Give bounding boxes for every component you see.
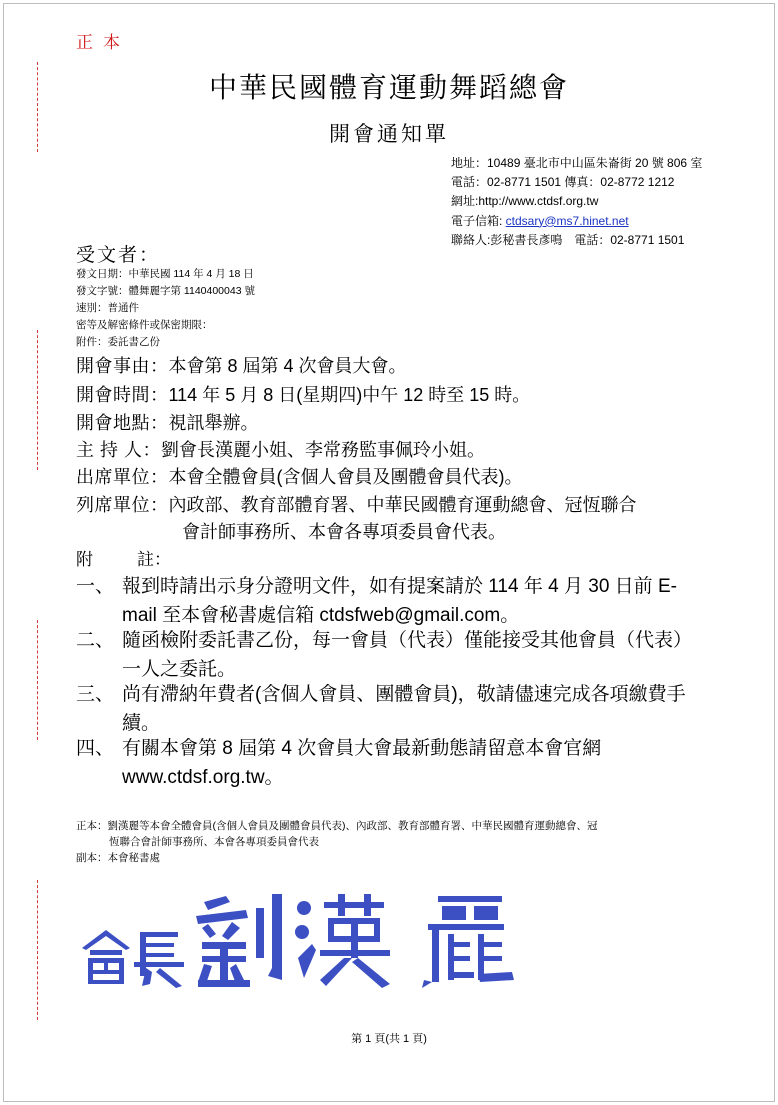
- note-text-line2: www.ctdsf.org.tw。: [122, 766, 284, 788]
- note-number: 二、: [76, 630, 115, 651]
- time-value: 114 年 5 月 8 日(星期四)中午 12 時至 15 時。: [168, 385, 531, 405]
- chair-label: 主 持 人：: [76, 440, 162, 460]
- attendees: [76, 463, 523, 489]
- issue-date: 發文日期：中華民國 114 年 4 月 18 日: [76, 268, 254, 280]
- meeting-chair: [76, 436, 485, 462]
- address: 地址：10489 臺北市中山區朱崙街 20 號 806 室: [451, 156, 703, 170]
- distribution-original-line1: 正本：劉漢麗等本會全體會員(含個人會員及團體會員代表)、內政部、教育部體育署、中華民國體育運動總會、冠: [76, 820, 598, 832]
- chair-value: 劉會長漢麗小姐、李常務監事佩玲小姐。: [161, 440, 486, 460]
- security-level: 密等及解密條件或保密期限：: [76, 319, 213, 331]
- meta-block: [76, 266, 255, 351]
- notes-heading-left: 附: [76, 550, 93, 569]
- note-text-line1: 隨函檢附委託書乙份，每一會員（代表）僅能接受其他會員（代表）: [122, 630, 693, 651]
- note-number: 一、: [76, 576, 115, 597]
- reason-value: 本會第 8 屆第 4 次會員大會。: [168, 356, 407, 376]
- email-row: [451, 212, 702, 231]
- distribution-block: [76, 818, 598, 866]
- original-copy-mark: 正本: [76, 33, 130, 53]
- meeting-time: [76, 381, 530, 407]
- observers-value-line1: 內政部、教育部體育署、中華民國體育運動總會、冠恆聯合: [168, 495, 637, 515]
- distribution-original-line2: 恆聯合會計師事務所、本會各專項委員會代表: [109, 836, 319, 848]
- reason-label: 開會事由：: [76, 356, 169, 376]
- president-seal-stamp: [76, 888, 536, 993]
- page-number: 第 1 頁(共 1 頁): [351, 1033, 427, 1045]
- email-link[interactable]: ctdsary@ms7.hinet.net: [505, 213, 629, 228]
- phone-fax: 電話：02-8771 1501 傳真：02-8772 1212: [451, 175, 675, 190]
- seal-glyph: [422, 896, 514, 988]
- note-text-line1: 尚有滯納年費者(含個人會員、團體會員)，敬請儘速完成各項繳費手: [122, 684, 686, 705]
- seal-text: 會長劉漢麗: [76, 888, 81, 889]
- place-label: 開會地點：: [76, 413, 169, 433]
- binding-line: [37, 880, 38, 1020]
- seal-glyph: [295, 894, 390, 988]
- distribution-copy: 副本：本會秘書處: [76, 852, 160, 864]
- note-number: 四、: [76, 738, 115, 759]
- notes-heading: [76, 545, 171, 570]
- attendees-label: 出席單位：: [76, 467, 169, 487]
- contact-block: [451, 154, 702, 250]
- note-text-line2: 續。: [122, 712, 161, 734]
- note-text-line2: 一人之委託。: [122, 658, 237, 680]
- organization-name: 中華民國體育運動舞蹈總會: [208, 71, 569, 104]
- note-text-line1: 有關本會第 8 屆第 4 次會員大會最新動態請留意本會官網: [122, 738, 602, 759]
- seal-glyph: [134, 932, 184, 988]
- doc-number: 發文字號：體舞麗字第 1140400043 號: [76, 285, 255, 297]
- time-label: 開會時間：: [76, 385, 169, 405]
- observers-value-line2: 會計師事務所、本會各專項委員會代表。: [182, 522, 506, 542]
- observers-label: 列席單位：: [76, 495, 169, 515]
- note-text-line1: 報到時請出示身分證明文件，如有提案請於 114 年 4 月 30 日前 E-: [122, 576, 677, 597]
- note-item: [76, 573, 736, 631]
- email-label: 電子信箱:: [451, 213, 506, 228]
- meeting-reason: [76, 352, 407, 378]
- note-item: [76, 681, 736, 739]
- binding-line: [37, 620, 38, 740]
- seal-glyph: [82, 930, 130, 984]
- delivery-speed: 速別：普通件: [76, 302, 139, 314]
- note-item: [76, 735, 736, 793]
- meeting-place: [76, 409, 259, 435]
- attachment: 附件：委託書乙份: [76, 336, 160, 348]
- notes-heading-right: 註：: [137, 550, 171, 569]
- note-text-line2: mail 至本會秘書處信箱 ctdsfweb@gmail.com。: [122, 604, 520, 626]
- website: 網址:http://www.ctdsf.org.tw: [451, 194, 599, 209]
- observers: [76, 491, 637, 517]
- contact-person: 聯絡人:彭秘書長彥鳴 電話：02-8771 1501: [451, 232, 685, 247]
- note-item: [76, 627, 736, 685]
- place-value: 視訊舉辦。: [168, 413, 259, 433]
- document-title: 開會通知單: [329, 122, 449, 146]
- attendees-value: 本會全體會員(含個人會員及團體會員代表)。: [168, 467, 523, 487]
- seal-glyph: [196, 894, 282, 987]
- note-number: 三、: [76, 684, 115, 705]
- recipient: 受文者：: [76, 244, 161, 266]
- binding-line: [37, 330, 38, 470]
